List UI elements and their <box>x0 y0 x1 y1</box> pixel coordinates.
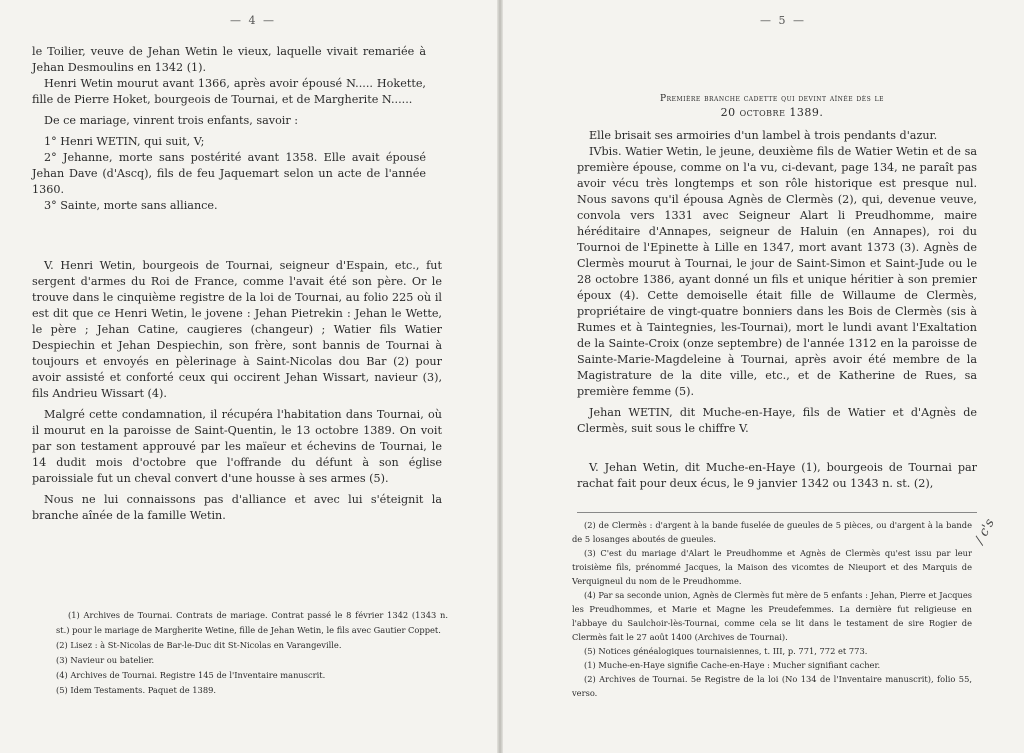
footnote: (1) Muche-en-Haye signifie Cache-en-Haye : Mucher signifiant cacher. <box>584 660 881 670</box>
right-page <box>502 0 1024 753</box>
list-item: 3° Sainte, morte sans alliance. <box>44 199 218 212</box>
section-v <box>32 258 442 524</box>
paragraph: Elle brisait ses armoiries d'un lambel à trois pendants d'azur. <box>589 129 938 142</box>
section-heading <box>622 92 922 120</box>
heading-line: Première branche cadette qui devint aînée dès le <box>660 94 884 104</box>
paragraph: V. Henri Wetin, bourgeois de Tournai, seigneur d'Espain, etc., fut sergent d'armes du Roi de France, comme l'avait été son père. Or le trouve dans le cinquième registre de la loi de Tournai, au folio 225 où il est dit que ce Henri Wetin, le jovene : Jehan Pietrekin : Jehan le Wette, le père ; Jehan Catine, caugieres (changeur) ; Watier fils Watier Despiechin et Jehan Despiechin, son frère, sont bannis de Tournai à toujours et envoyés en pèlerinage à Saint-Nicolas dou Bar (2) pour avoir assisté et conforté ceux qui occirent Jehan Wissart, navieur (3), fils Andrieu Wissart (4). <box>32 259 442 400</box>
section-v <box>577 460 977 492</box>
heading-line: 20 octobre 1389. <box>720 106 824 119</box>
footnote: (1) Archives de Tournai. Contrats de mariage. Contrat passé le 8 février 1342 (1343 n. st.) pour le mariage de Margherite Wetine, fille de Jehan Wetin, le fils avec Gautier Coppet. <box>56 610 448 635</box>
footnote: (2) Archives de Tournai. 5e Registre de la loi (No 134 de l'Inventaire manuscrit), folio 55, verso. <box>572 674 972 698</box>
list-item: 2° Jehanne, morte sans postérité avant 1358. Elle avait épousé Jehan Dave (d'Ascq), fils de feu Jaquemart selon un acte de l'année 1360. <box>32 151 426 196</box>
main-text <box>32 44 426 214</box>
page-number: — 5 — <box>760 14 806 27</box>
left-page <box>0 0 500 753</box>
footnote: (5) Idem Testaments. Paquet de 1389. <box>56 685 217 695</box>
footnote: (5) Notices généalogiques tournaisiennes, t. III, p. 771, 772 et 773. <box>584 646 868 656</box>
page-number: — 4 — <box>230 14 276 27</box>
paragraph: De ce mariage, vinrent trois enfants, savoir : <box>44 114 299 127</box>
paragraph: le Toilier, veuve de Jehan Wetin le vieux, laquelle vivait remariée à Jehan Desmoulins en 1342 (1). <box>32 45 426 74</box>
footnote: (3) C'est du mariage d'Alart le Preudhomme et Agnès de Clermès qu'est issu par leur troisième fils, prénommé Jacques, la Maison des vicomtes de Nieuport et des Marquis de Verquigneul du nom de le Preudhomme. <box>572 548 972 586</box>
paragraph: Malgré cette condamnation, il récupéra l'habitation dans Tournai, où il mourut en la paroisse de Saint-Quentin, le 13 octobre 1389. On voit par son testament approuvé par les maïeur et échevins de Tournai, le 14 dudit mois d'octobre que l'offrande du défunt à son église paroissiale fut un cheval convert d'une housse à ses armes (5). <box>32 408 442 485</box>
paragraph: Jehan WETIN, dit Muche-en-Haye, fils de Watier et d'Agnès de Clermès, suit sous le chiffre V. <box>577 406 977 435</box>
footnote: (2) de Clermès : d'argent à la bande fuselée de gueules de 5 pièces, ou d'argent à la bande de 5 losanges aboutés de gueules. <box>572 520 972 544</box>
paragraph: V. Jehan Wetin, dit Muche-en-Haye (1), bourgeois de Tournai par rachat fait pour deux écus, le 9 janvier 1342 ou 1343 n. st. (2), <box>577 461 977 490</box>
footnote: (2) Lisez : à St-Nicolas de Bar-le-Duc dit St-Nicolas en Varangeville. <box>56 640 342 650</box>
paragraph: Henri Wetin mourut avant 1366, après avoir épousé N..... Hokette, fille de Pierre Hoket, bourgeois de Tournai, et de Margherite N...... <box>32 77 426 106</box>
footnotes <box>56 608 448 698</box>
footnote-divider <box>577 512 977 513</box>
paragraph: Nous ne lui connaissons pas d'alliance et avec lui s'éteignit la branche aînée de la famille Wetin. <box>32 493 442 522</box>
main-text <box>577 128 977 437</box>
footnote: (4) Par sa seconde union, Agnès de Clermès fut mère de 5 enfants : Jehan, Pierre et Jacques les Preudhommes, et Marie et Magne les Preudefemmes. La dernière fut religieuse en l'abbaye du Saulchoir-lès-Tournai, comme cela se lit dans le testament de sire Rogier de Clermès fait le 27 août 1400 (Archives de Tournai). <box>572 590 972 642</box>
handwritten-margin-note: / c's <box>972 516 998 547</box>
footnote: (3) Navieur ou batelier. <box>56 655 155 665</box>
list-item: 1° Henri WETIN, qui suit, V; <box>44 135 205 148</box>
footnotes <box>572 518 972 700</box>
footnote: (4) Archives de Tournai. Registre 145 de l'Inventaire manuscrit. <box>56 670 326 680</box>
paragraph: IVbis. Watier Wetin, le jeune, deuxième fils de Watier Wetin et de sa première épouse, comme on l'a vu, ci-devant, page 134, ne paraît pas avoir vécu très longtemps et son rôle historique est presque nul. Nous savons qu'il épousa Agnès de Clermès (2), qui, devenue veuve, convola vers 1331 avec Seigneur Alart li Preudhomme, maire héréditaire d'Annapes, seigneur de Haluin (en Annapes), roi du Tournoi de l'Epinette à Lille en 1347, mort avant 1373 (3). Agnès de Clermès mourut à Tournai, le jour de Saint-Simon et Saint-Jude ou le 28 octobre 1386, ayant donné un fils et unique héritier à son premier époux (4). Cette demoiselle était fille de Willaume de Clermès, propriétaire de vingt-quatre bonniers dans les Bois de Clermès (sis à Rumes et à Taintegnies, les-Tournai), mort le lundi avant l'Exaltation de la Sainte-Croix (onze septembre) de l'année 1312 en la paroisse de Sainte-Marie-Magdeleine à Tournai, après avoir été membre de la Magistrature de la dite ville, etc., et de Katherine de Rues, sa première femme (5). <box>577 145 977 398</box>
